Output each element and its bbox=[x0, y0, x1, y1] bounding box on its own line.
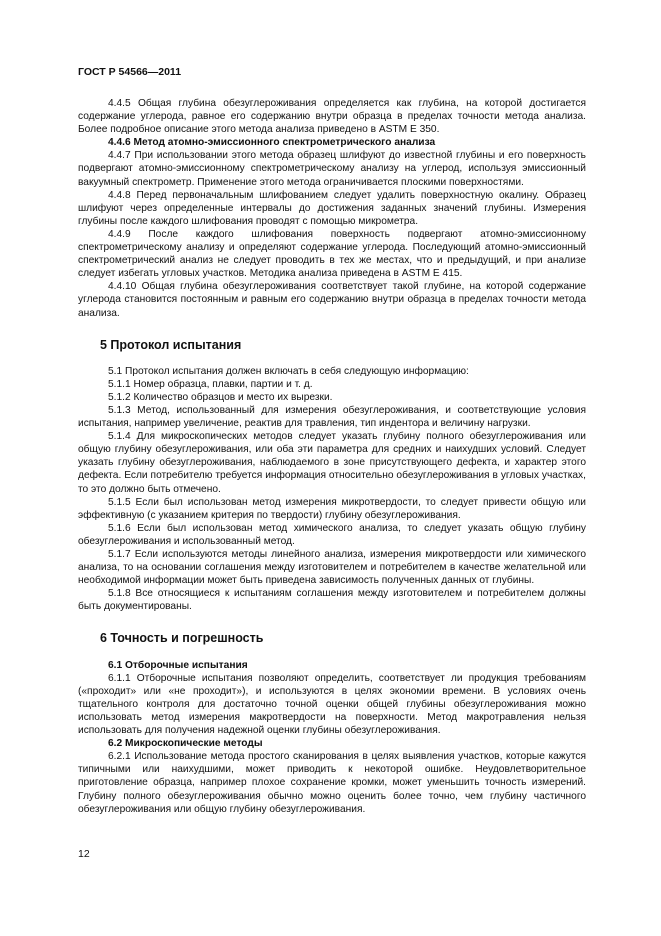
paragraph: 4.4.5 Общая глубина обезуглероживания определяется как глубина, на которой достигается содержание углерода, равное его содержанию внутри образца в пределах точности метода анализа. Более подробное описание этого метода анализа приведено в ASTM E 350. bbox=[78, 98, 586, 136]
paragraph: 6.1.1 Отборочные испытания позволяют определить, соответствует ли продукция требованиям («проходит» или «не проходит»), и используются в целях экономии времени. В условиях очень тщательного контроля для достаточно точной оценки общей глубины обезуглероживания можно использовать метод измерения макротвердости на поверхности. Метод макротравления нельзя использовать для получения надежной оценки глубины обезуглероживания. bbox=[78, 672, 586, 737]
paragraph: 4.4.8 Перед первоначальным шлифованием следует удалить поверхностную окалину. Образец шлифуют через определенные интервалы до достижения заданных значений глубины. Измерения глубины после каждого шлифования проводят с помощью микрометра. bbox=[78, 189, 586, 227]
paragraph: 5.1.3 Метод, использованный для измерения обезуглероживания, и соответствующие условия испытания, например увеличение, реактив для травления, тип индентора и величину нагрузки. bbox=[78, 404, 586, 430]
paragraph: 5.1.1 Номер образца, плавки, партии и т. д. bbox=[108, 378, 313, 390]
document-body bbox=[78, 97, 586, 816]
paragraph: 4.4.7 При использовании этого метода образец шлифуют до известной глубины и его поверхность подвергают атомно-эмиссионному спектрометрическому анализу на углерод, используя эмиссионный вакуумный спектрометр. Применение этого метода ограничивается плоскими поверхностями. bbox=[78, 150, 586, 188]
page-number: 12 bbox=[78, 848, 90, 860]
paragraph: 5.1.7 Если используются методы линейного анализа, измерения микротвердости или химического анализа, то на основании соглашения между изготовителем и потребителем в качестве желательной или необходимой информации может быть приведена зависимость полученных данных от глубины. bbox=[78, 549, 586, 587]
paragraph: 6.2.1 Использование метода простого сканирования в целях выявления участков, которые кажутся типичными или наихудшими, может приводить к некоторой ошибке. Неудовлетворительное приготовление образца, например плохое сохранение кромки, может уменьшить точность измерений. Глубину полного обезуглероживания обычно можно оценить более точно, чем глубину частичного обезуглероживания или общую глубину обезуглероживания. bbox=[78, 751, 586, 815]
paragraph: 5.1.4 Для микроскопических методов следует указать глубину полного обезуглероживания или общую глубину обезуглероживания, или оба эти параметра для средних и наихудших условий. Следует указать глубину обезуглероживания, наблюдаемого в зоне присутствующего дефекта, и характер этого дефекта. Если потребителю требуется информация относительно обезуглероживания в угловых участках, то это должно быть отмечено. bbox=[78, 431, 586, 495]
paragraph: 5.1.5 Если был использован метод измерения микротвердости, то следует привести общую или эффективную (с указанием критерия по твердости) глубину обезуглероживания. bbox=[78, 496, 586, 521]
subsection-title: 6.1 Отборочные испытания bbox=[108, 659, 248, 671]
section-heading: 6 Точность и погрешность bbox=[100, 631, 264, 646]
paragraph: 5.1.2 Количество образцов и место их вырезки. bbox=[108, 391, 333, 403]
paragraph: 4.4.10 Общая глубина обезуглероживания соответствует такой глубине, на которой содержание углерода становится постоянным и равным его содержанию внутри образца в пределах точности метода анализа. bbox=[78, 281, 586, 319]
paragraph: 5.1.6 Если был использован метод химического анализа, то следует указать общую глубину обезуглероживания и использованный метод. bbox=[78, 522, 586, 547]
paragraph: 5.1 Протокол испытания должен включать в себя следующую информацию: bbox=[108, 365, 469, 377]
subsection-title: 4.4.6 Метод атомно-эмиссионного спектрометрического анализа bbox=[108, 137, 436, 149]
subsection-title: 6.2 Микроскопические методы bbox=[108, 738, 263, 750]
section-heading: 5 Протокол испытания bbox=[100, 337, 242, 352]
document-header: ГОСТ Р 54566—2011 bbox=[78, 66, 182, 78]
paragraph: 5.1.8 Все относящиеся к испытаниям соглашения между изготовителем и потребителем должны быть документированы. bbox=[78, 588, 586, 613]
paragraph: 4.4.9 После каждого шлифования поверхность подвергают атомно-эмиссионному спектрометрическому анализу и определяют содержание углерода. Последующий атомно-эмиссионный спектрометрический анализ не следует проводить в тех же местах, что и предыдущий, и при анализе следует избегать угловых участков. Методика анализа приведена в ASTM E 415. bbox=[78, 228, 586, 280]
